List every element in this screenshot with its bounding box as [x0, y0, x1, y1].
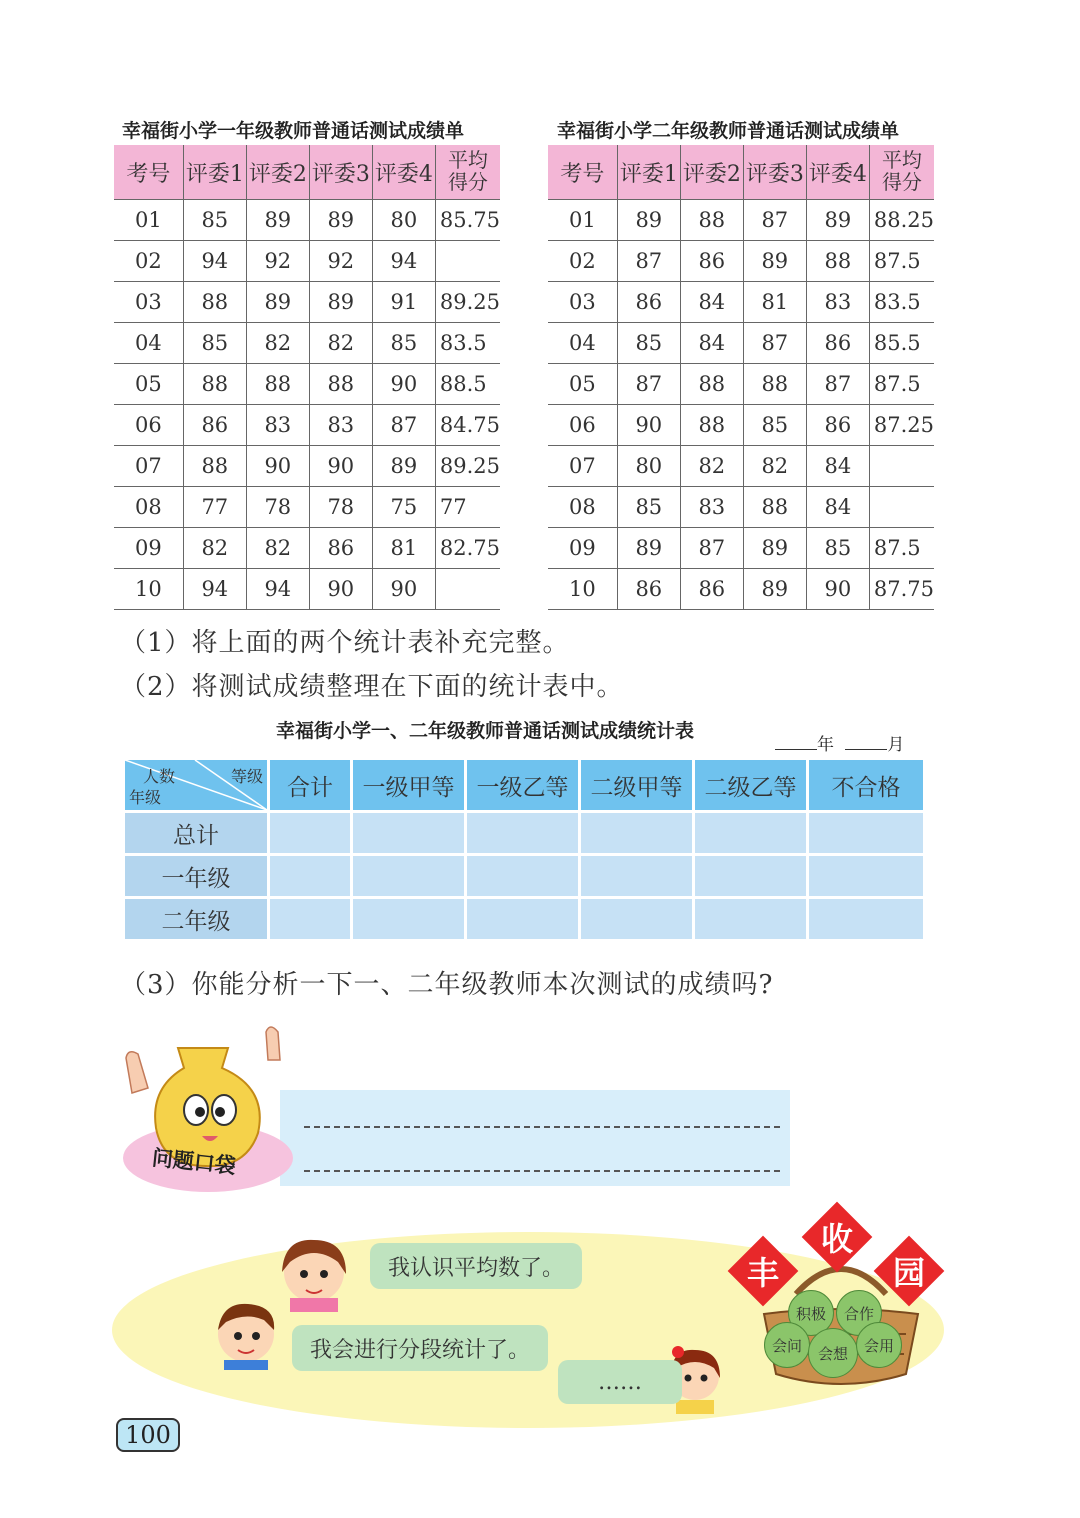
- score-cell: 87: [743, 323, 806, 364]
- speech-bubble-2: 我会进行分段统计了。: [292, 1325, 548, 1371]
- score-cell: 89: [246, 282, 309, 323]
- average-cell: 87.5: [869, 528, 934, 569]
- score-cell: 82: [246, 323, 309, 364]
- exam-no-cell: 01: [548, 200, 617, 241]
- grade1-score-table: [114, 145, 500, 610]
- score-cell: 85: [183, 323, 246, 364]
- score-cell: 89: [309, 282, 372, 323]
- harvest-char-1: 丰: [746, 1254, 779, 1292]
- score-row: [114, 364, 500, 405]
- table2-title: 幸福街小学二年级教师普通话测试成绩单: [557, 120, 900, 142]
- blank-cell[interactable]: [809, 813, 923, 853]
- page-number: 100: [116, 1418, 180, 1452]
- header-judge4: 评委4: [372, 145, 435, 200]
- average-cell: 87.5: [869, 241, 934, 282]
- year-blank[interactable]: [775, 749, 817, 750]
- score-cell: 77: [183, 487, 246, 528]
- blank-cell[interactable]: [270, 813, 350, 853]
- score-cell: 81: [743, 282, 806, 323]
- score-cell: 84: [680, 282, 743, 323]
- average-cell: 85.5: [869, 323, 934, 364]
- score-cell: 92: [309, 241, 372, 282]
- score-cell: 89: [372, 446, 435, 487]
- score-cell: 86: [617, 569, 680, 610]
- question-1: （1）将上面的两个统计表补充完整。: [120, 628, 570, 658]
- score-cell: 85: [806, 528, 869, 569]
- score-row: [548, 487, 934, 528]
- score-row: [114, 569, 500, 610]
- score-cell: 88: [309, 364, 372, 405]
- summary-table-title: 幸福街小学一、二年级教师普通话测试成绩统计表: [276, 720, 695, 742]
- answer-area: [280, 1090, 790, 1186]
- score-cell: 88: [246, 364, 309, 405]
- score-cell: 88: [183, 446, 246, 487]
- average-cell[interactable]: [869, 446, 934, 487]
- blank-cell[interactable]: [467, 813, 578, 853]
- header-judge4: 评委4: [806, 145, 869, 200]
- blank-cell[interactable]: [270, 856, 350, 896]
- score-cell: 94: [246, 569, 309, 610]
- header-judge2: 评委2: [246, 145, 309, 200]
- col-total: 合计: [270, 760, 350, 810]
- score-row: [548, 323, 934, 364]
- score-cell: 90: [372, 569, 435, 610]
- grade2-score-table: [548, 145, 934, 610]
- average-cell: 87.5: [869, 364, 934, 405]
- apple-use: 会用: [856, 1322, 902, 1368]
- score-row: [548, 241, 934, 282]
- date-fill: 年 月: [775, 730, 904, 755]
- exam-no-cell: 08: [114, 487, 183, 528]
- blank-cell[interactable]: [353, 899, 464, 939]
- score-cell: 90: [617, 405, 680, 446]
- header-judge2: 评委2: [680, 145, 743, 200]
- average-cell[interactable]: [869, 487, 934, 528]
- score-cell: 83: [309, 405, 372, 446]
- summary-stat-table: [122, 757, 926, 942]
- score-cell: 90: [309, 446, 372, 487]
- blank-cell[interactable]: [270, 899, 350, 939]
- answer-line-2[interactable]: [304, 1170, 780, 1172]
- score-cell: 82: [183, 528, 246, 569]
- header-judge1: 评委1: [617, 145, 680, 200]
- score-cell: 85: [617, 323, 680, 364]
- header-judge1: 评委1: [183, 145, 246, 200]
- score-cell: 88: [183, 282, 246, 323]
- corner-grade: 年级: [129, 788, 162, 807]
- apple-cooperate: 合作: [836, 1290, 882, 1336]
- exam-no-cell: 04: [548, 323, 617, 364]
- header-exam-no: 考号: [114, 145, 183, 200]
- answer-line-1[interactable]: [304, 1126, 780, 1128]
- summary-row-grade1: [125, 856, 923, 896]
- score-cell: 85: [372, 323, 435, 364]
- score-cell: 94: [183, 241, 246, 282]
- speech-bubble-1: 我认识平均数了。: [370, 1243, 582, 1289]
- score-row: [114, 323, 500, 364]
- score-cell: 86: [309, 528, 372, 569]
- average-cell: 84.75: [435, 405, 500, 446]
- score-cell: 90: [309, 569, 372, 610]
- score-cell: 88: [743, 364, 806, 405]
- score-cell: 89: [743, 528, 806, 569]
- score-cell: 85: [617, 487, 680, 528]
- apple-active: 积极: [788, 1290, 834, 1336]
- corner-cell: [125, 760, 267, 810]
- average-cell: 83.5: [869, 282, 934, 323]
- score-cell: 82: [246, 528, 309, 569]
- blank-cell[interactable]: [581, 813, 692, 853]
- score-cell: 83: [806, 282, 869, 323]
- exam-no-cell: 07: [114, 446, 183, 487]
- header-average: 平均 得分: [435, 145, 500, 200]
- score-cell: 88: [806, 241, 869, 282]
- col-level1-b: 一级乙等: [467, 760, 578, 810]
- score-row: [114, 446, 500, 487]
- blank-cell[interactable]: [695, 899, 806, 939]
- summary-row-total: [125, 813, 923, 853]
- score-row: [548, 282, 934, 323]
- col-fail: 不合格: [809, 760, 923, 810]
- exam-no-cell: 09: [548, 528, 617, 569]
- harvest-char-2: 收: [820, 1220, 853, 1258]
- average-cell[interactable]: [435, 241, 500, 282]
- score-row: [548, 528, 934, 569]
- score-row: [548, 569, 934, 610]
- average-cell: 87.25: [869, 405, 934, 446]
- blank-cell[interactable]: [809, 856, 923, 896]
- score-cell: 89: [309, 200, 372, 241]
- score-cell: 75: [372, 487, 435, 528]
- harvest-char-3: 园: [892, 1254, 925, 1292]
- header-average: 平均 得分: [869, 145, 934, 200]
- exam-no-cell: 06: [114, 405, 183, 446]
- average-cell[interactable]: [435, 569, 500, 610]
- header-exam-no: 考号: [548, 145, 617, 200]
- score-cell: 87: [617, 364, 680, 405]
- score-cell: 89: [617, 528, 680, 569]
- score-row: [114, 405, 500, 446]
- exam-no-cell: 10: [548, 569, 617, 610]
- exam-no-cell: 10: [114, 569, 183, 610]
- blank-cell[interactable]: [467, 899, 578, 939]
- exam-no-cell: 02: [548, 241, 617, 282]
- month-blank[interactable]: [845, 749, 887, 750]
- average-cell: 82.75: [435, 528, 500, 569]
- score-cell: 84: [806, 487, 869, 528]
- col-level2-b: 二级乙等: [695, 760, 806, 810]
- exam-no-cell: 08: [548, 487, 617, 528]
- score-cell: 87: [680, 528, 743, 569]
- col-level2-a: 二级甲等: [581, 760, 692, 810]
- row-label-grade1: 一年级: [125, 856, 267, 896]
- score-cell: 82: [743, 446, 806, 487]
- score-cell: 94: [372, 241, 435, 282]
- score-cell: 90: [372, 364, 435, 405]
- apple-ask: 会问: [764, 1322, 810, 1368]
- col-level1-a: 一级甲等: [353, 760, 464, 810]
- score-cell: 88: [183, 364, 246, 405]
- score-cell: 85: [183, 200, 246, 241]
- exam-no-cell: 02: [114, 241, 183, 282]
- score-cell: 86: [806, 405, 869, 446]
- score-cell: 86: [680, 569, 743, 610]
- score-row: [548, 200, 934, 241]
- corner-people: 人数: [143, 767, 176, 786]
- question-2: （2）将测试成绩整理在下面的统计表中。: [120, 672, 624, 702]
- boy-avatar: [210, 1296, 282, 1370]
- average-cell: 89.25: [435, 446, 500, 487]
- blank-cell[interactable]: [695, 856, 806, 896]
- blank-cell[interactable]: [353, 856, 464, 896]
- score-cell: 84: [680, 323, 743, 364]
- score-row: [114, 200, 500, 241]
- score-cell: 89: [743, 569, 806, 610]
- score-cell: 78: [309, 487, 372, 528]
- exam-no-cell: 03: [114, 282, 183, 323]
- row-label-grade2: 二年级: [125, 899, 267, 939]
- average-cell: 88.25: [869, 200, 934, 241]
- score-cell: 89: [617, 200, 680, 241]
- score-cell: 87: [806, 364, 869, 405]
- average-cell: 83.5: [435, 323, 500, 364]
- apple-think: 会想: [808, 1328, 858, 1378]
- header-judge3: 评委3: [309, 145, 372, 200]
- score-cell: 88: [680, 364, 743, 405]
- girl-avatar: [274, 1232, 354, 1312]
- score-row: [114, 241, 500, 282]
- blank-cell[interactable]: [467, 856, 578, 896]
- blank-cell[interactable]: [695, 813, 806, 853]
- score-cell: 89: [743, 241, 806, 282]
- exam-no-cell: 05: [114, 364, 183, 405]
- row-label-total: 总计: [125, 813, 267, 853]
- average-cell: 88.5: [435, 364, 500, 405]
- score-row: [114, 487, 500, 528]
- blank-cell[interactable]: [353, 813, 464, 853]
- blank-cell[interactable]: [809, 899, 923, 939]
- summary-row-grade2: [125, 899, 923, 939]
- score-cell: 87: [743, 200, 806, 241]
- score-cell: 86: [806, 323, 869, 364]
- question-bag-label: 问题口袋: [150, 1145, 237, 1179]
- average-cell: 87.75: [869, 569, 934, 610]
- average-cell: 85.75: [435, 200, 500, 241]
- average-cell: 77: [435, 487, 500, 528]
- score-cell: 88: [680, 200, 743, 241]
- score-cell: 89: [246, 200, 309, 241]
- score-cell: 86: [617, 282, 680, 323]
- score-cell: 90: [806, 569, 869, 610]
- score-cell: 88: [680, 405, 743, 446]
- blank-cell[interactable]: [581, 856, 692, 896]
- corner-grade-level: 等级: [230, 767, 263, 786]
- score-cell: 92: [246, 241, 309, 282]
- score-row: [548, 364, 934, 405]
- score-cell: 89: [806, 200, 869, 241]
- blank-cell[interactable]: [581, 899, 692, 939]
- score-cell: 94: [183, 569, 246, 610]
- exam-no-cell: 05: [548, 364, 617, 405]
- score-row: [548, 446, 934, 487]
- exam-no-cell: 03: [548, 282, 617, 323]
- score-row: [114, 528, 500, 569]
- score-cell: 83: [246, 405, 309, 446]
- score-cell: 87: [617, 241, 680, 282]
- score-cell: 84: [806, 446, 869, 487]
- score-cell: 82: [309, 323, 372, 364]
- speech-bubble-3: ……: [558, 1360, 682, 1404]
- score-cell: 83: [680, 487, 743, 528]
- header-judge3: 评委3: [743, 145, 806, 200]
- score-cell: 80: [372, 200, 435, 241]
- score-cell: 81: [372, 528, 435, 569]
- score-cell: 82: [680, 446, 743, 487]
- score-cell: 80: [617, 446, 680, 487]
- score-row: [548, 405, 934, 446]
- exam-no-cell: 06: [548, 405, 617, 446]
- score-cell: 87: [372, 405, 435, 446]
- table1-title: 幸福街小学一年级教师普通话测试成绩单: [122, 120, 465, 142]
- exam-no-cell: 04: [114, 323, 183, 364]
- question-3: （3）你能分析一下一、二年级教师本次测试的成绩吗?: [120, 970, 774, 1000]
- score-cell: 78: [246, 487, 309, 528]
- exam-no-cell: 01: [114, 200, 183, 241]
- score-cell: 91: [372, 282, 435, 323]
- exam-no-cell: 07: [548, 446, 617, 487]
- score-cell: 88: [743, 487, 806, 528]
- score-cell: 86: [183, 405, 246, 446]
- average-cell: 89.25: [435, 282, 500, 323]
- exam-no-cell: 09: [114, 528, 183, 569]
- score-cell: 90: [246, 446, 309, 487]
- score-cell: 85: [743, 405, 806, 446]
- score-row: [114, 282, 500, 323]
- score-cell: 86: [680, 241, 743, 282]
